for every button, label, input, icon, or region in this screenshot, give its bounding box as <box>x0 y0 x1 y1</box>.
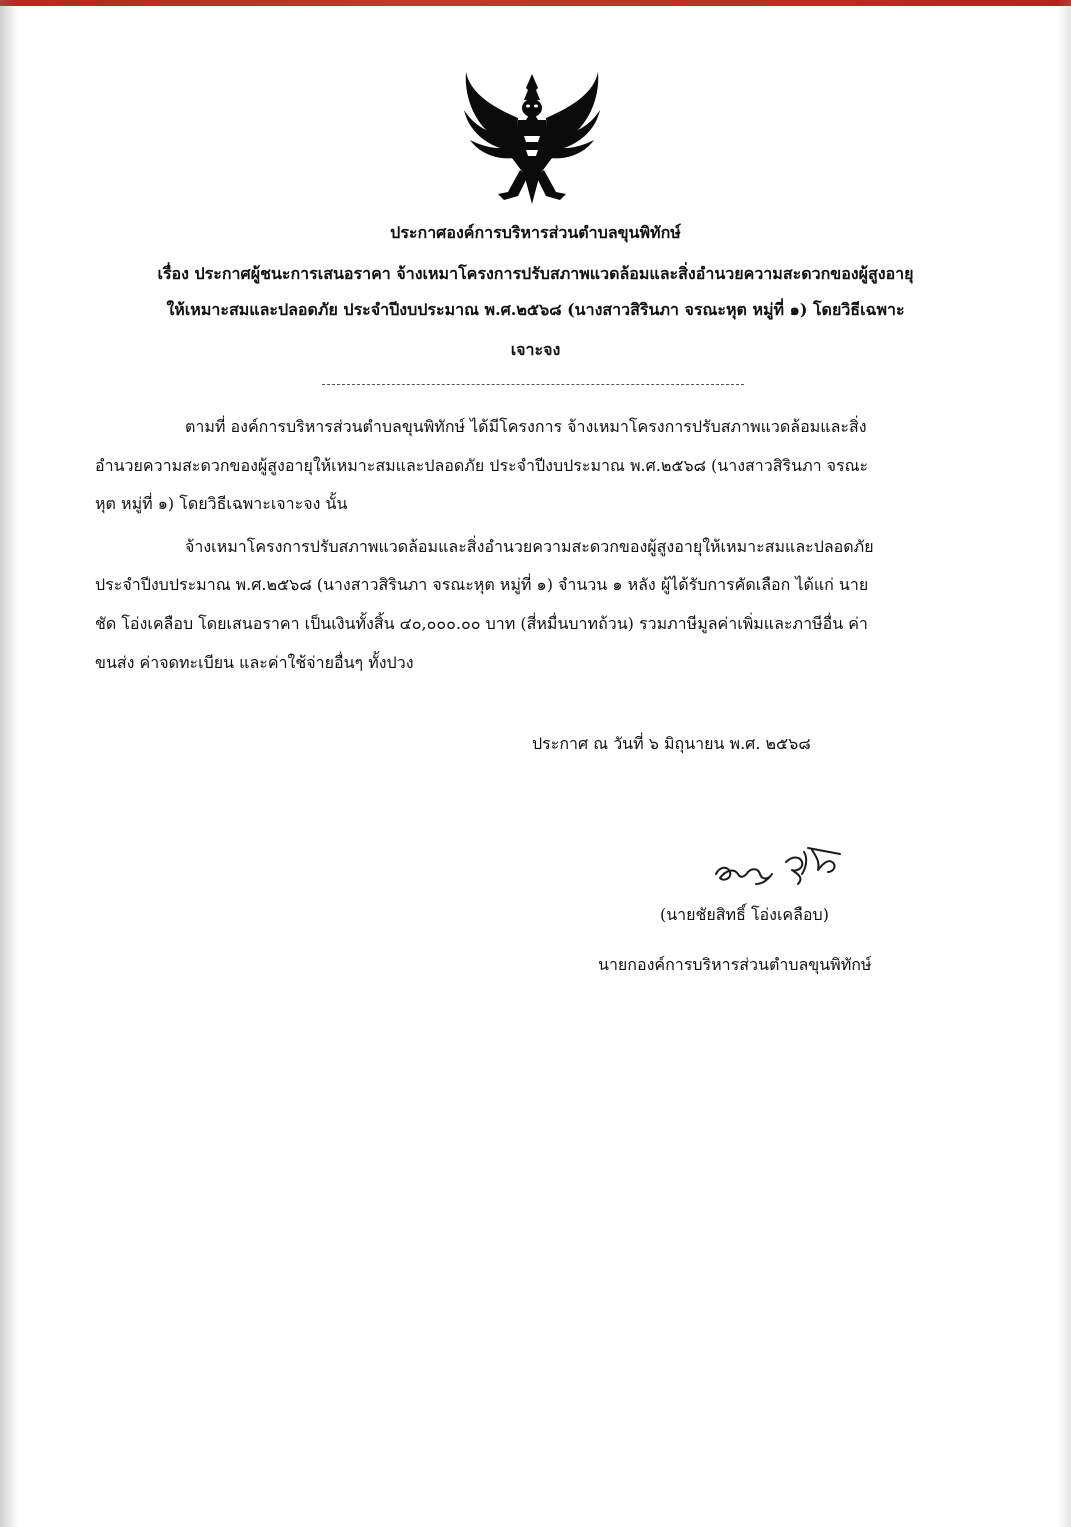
subject-line-1: เรื่อง ประกาศผู้ชนะการเสนอราคา จ้างเหมาโครงการปรับสภาพแวดล้อมและสิ่งอำนวยความสะดวกของผู้สูงอายุ <box>157 264 914 283</box>
handwritten-signature-icon <box>708 840 848 894</box>
announcement-date: ประกาศ ณ วันที่ ๖ มิถุนายน พ.ศ. ๒๕๖๘ <box>532 734 811 753</box>
subject-line-3: เจาะจง <box>510 340 561 359</box>
paragraph-2-line-4: ขนส่ง ค่าจดทะเบียน และค่าใช้จ่ายอื่นๆ ทั้งปวง <box>95 653 414 672</box>
top-red-border <box>0 0 1071 6</box>
paragraph-2-line-3: ชัด โอ่งเคลือบ โดยเสนอราคา เป็นเงินทั้งสิ้น ๔๐,๐๐๐.๐๐ บาท (สี่หมื่นบาทถ้วน) รวมภาษีมูลค่าเพิ่มและภาษีอื่น ค่า <box>95 614 868 633</box>
paragraph-1-line-3: หุต หมู่ที่ ๑) โดยวิธีเฉพาะเจาะจง นั้น <box>95 494 348 513</box>
paragraph-2-line-1: จ้างเหมาโครงการปรับสภาพแวดล้อมและสิ่งอำนวยความสะดวกของผู้สูงอายุให้เหมาะสมและปลอดภัย <box>185 537 874 556</box>
signer-name: (นายชัยสิทธิ์ โอ่งเคลือบ) <box>660 905 829 924</box>
garuda-emblem-icon <box>460 66 604 208</box>
subject-line-2: ให้เหมาะสมและปลอดภัย ประจำปีงบประมาณ พ.ศ.๒๕๖๘ (นางสาวสิรินภา จรณะหุต หมู่ที่ ๑) โดยวิธีเฉพาะ <box>166 300 905 319</box>
signer-position: นายกองค์การบริหารส่วนตำบลขุนพิทักษ์ <box>598 955 872 974</box>
paragraph-2-line-2: ประจำปีงบประมาณ พ.ศ.๒๕๖๘ (นางสาวสิรินภา จรณะหุต หมู่ที่ ๑) จำนวน ๑ หลัง ผู้ได้รับการคัดเลือก ได้แก่ นาย <box>95 575 869 594</box>
separator-line <box>322 384 744 385</box>
paragraph-1-line-1: ตามที่ องค์การบริหารส่วนตำบลขุนพิทักษ์ ได้มีโครงการ จ้างเหมาโครงการปรับสภาพแวดล้อมและสิ่ง <box>185 417 867 436</box>
paragraph-1-line-2: อำนวยความสะดวกของผู้สูงอายุให้เหมาะสมและปลอดภัย ประจำปีงบประมาณ พ.ศ.๒๕๖๘ (นางสาวสิรินภา จรณะ <box>95 456 869 475</box>
org-title: ประกาศองค์การบริหารส่วนตำบลขุนพิทักษ์ <box>390 223 681 242</box>
